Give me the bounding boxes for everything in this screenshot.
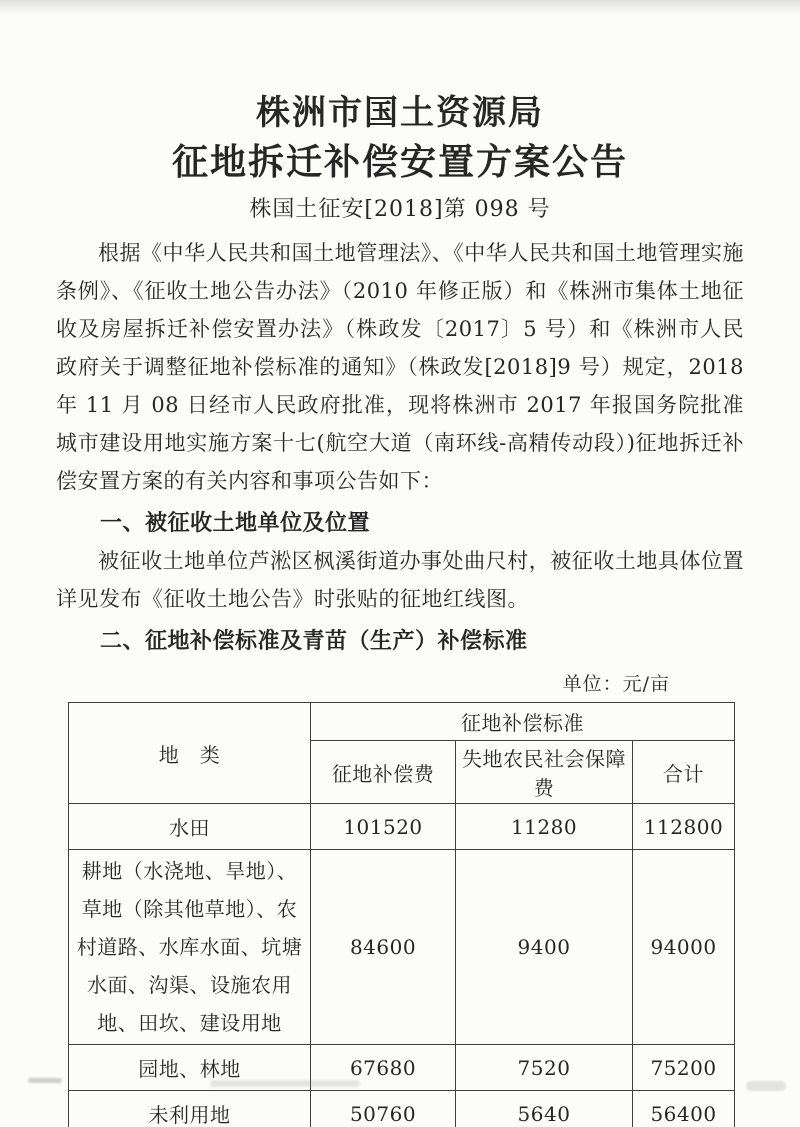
- row-value-social-security: 5640: [456, 1091, 633, 1127]
- header-land-type: 地 类: [69, 703, 311, 804]
- section2-heading: 二、征地补偿标准及青苗（生产）补偿标准: [100, 628, 528, 654]
- table-row-garden-forest-land: [69, 1045, 735, 1091]
- row-category: 水田: [69, 804, 311, 850]
- row-value-compensation: 50760: [311, 1091, 456, 1127]
- row-value-total: 56400: [633, 1091, 735, 1127]
- row-value-compensation: 67680: [311, 1045, 456, 1091]
- row-value-compensation: 84600: [311, 850, 456, 1045]
- doc-title-line2: 征地拆迁补偿安置方案公告: [171, 141, 628, 183]
- intro-paragraph: 根据《中华人民共和国土地管理法》、《中华人民共和国土地管理实施条例》、《征收土地公告办法》（2010 年修正版）和《株洲市集体土地征收及房屋拆迁补偿安置办法》（株政发〔2017〕5 号）和《株洲市人民政府关于调整征地补偿标准的通知》（株政发[2018]9 号）规定，2018 年 11 月 08 日经市人民政府批准，现将株洲市 2017 年报国务院批准城市建设用地实施方案十七(航空大道（南环线-高精传动段）)征地拆迁补偿安置方案的有关内容和事项公告如下：: [56, 241, 744, 493]
- table-row-paddy-field: [69, 804, 735, 850]
- header-compensation-standard-group: 征地补偿标准: [311, 703, 735, 741]
- compensation-table: [68, 702, 735, 1127]
- header-land-compensation-fee: 征地补偿费: [311, 741, 456, 804]
- row-value-social-security: 9400: [456, 850, 633, 1045]
- row-value-social-security: 11280: [456, 804, 633, 850]
- doc-title-line1: 株洲市国土资源局: [256, 93, 544, 133]
- doc-number: 株国土征安[2018]第 098 号: [249, 197, 551, 222]
- row-category: 园地、林地: [69, 1045, 311, 1091]
- table-row-unused-land: [69, 1091, 735, 1127]
- row-category: 未利用地: [69, 1091, 311, 1127]
- table-header-row-1: [69, 703, 735, 741]
- section1-heading: 一、被征收土地单位及位置: [100, 510, 371, 536]
- row-category: 耕地（水浇地、旱地）、草地（除其他草地）、农村道路、水库水面、坑塘水面、沟渠、设施农用地、田坎、建设用地: [69, 850, 311, 1045]
- row-value-total: 112800: [633, 804, 735, 850]
- header-total: 合计: [633, 741, 735, 804]
- scan-artifact-speck: [210, 1080, 360, 1087]
- row-value-total: 75200: [633, 1045, 735, 1091]
- row-value-compensation: 101520: [311, 804, 456, 850]
- section1-paragraph: 被征收土地单位芦淞区枫溪街道办事处曲尺村，被征收土地具体位置详见发布《征收土地公告》时张贴的征地红线图。: [56, 549, 744, 611]
- header-social-security-fee: 失地农民社会保障费: [456, 741, 633, 804]
- scan-artifact-speck: [28, 1078, 62, 1083]
- row-value-total: 94000: [633, 850, 735, 1045]
- scan-artifact-speck: [746, 1081, 786, 1091]
- table-unit-label: 单位：元/亩: [562, 673, 670, 695]
- row-value-social-security: 7520: [456, 1045, 633, 1091]
- table-row-cultivated-land: [69, 850, 735, 1045]
